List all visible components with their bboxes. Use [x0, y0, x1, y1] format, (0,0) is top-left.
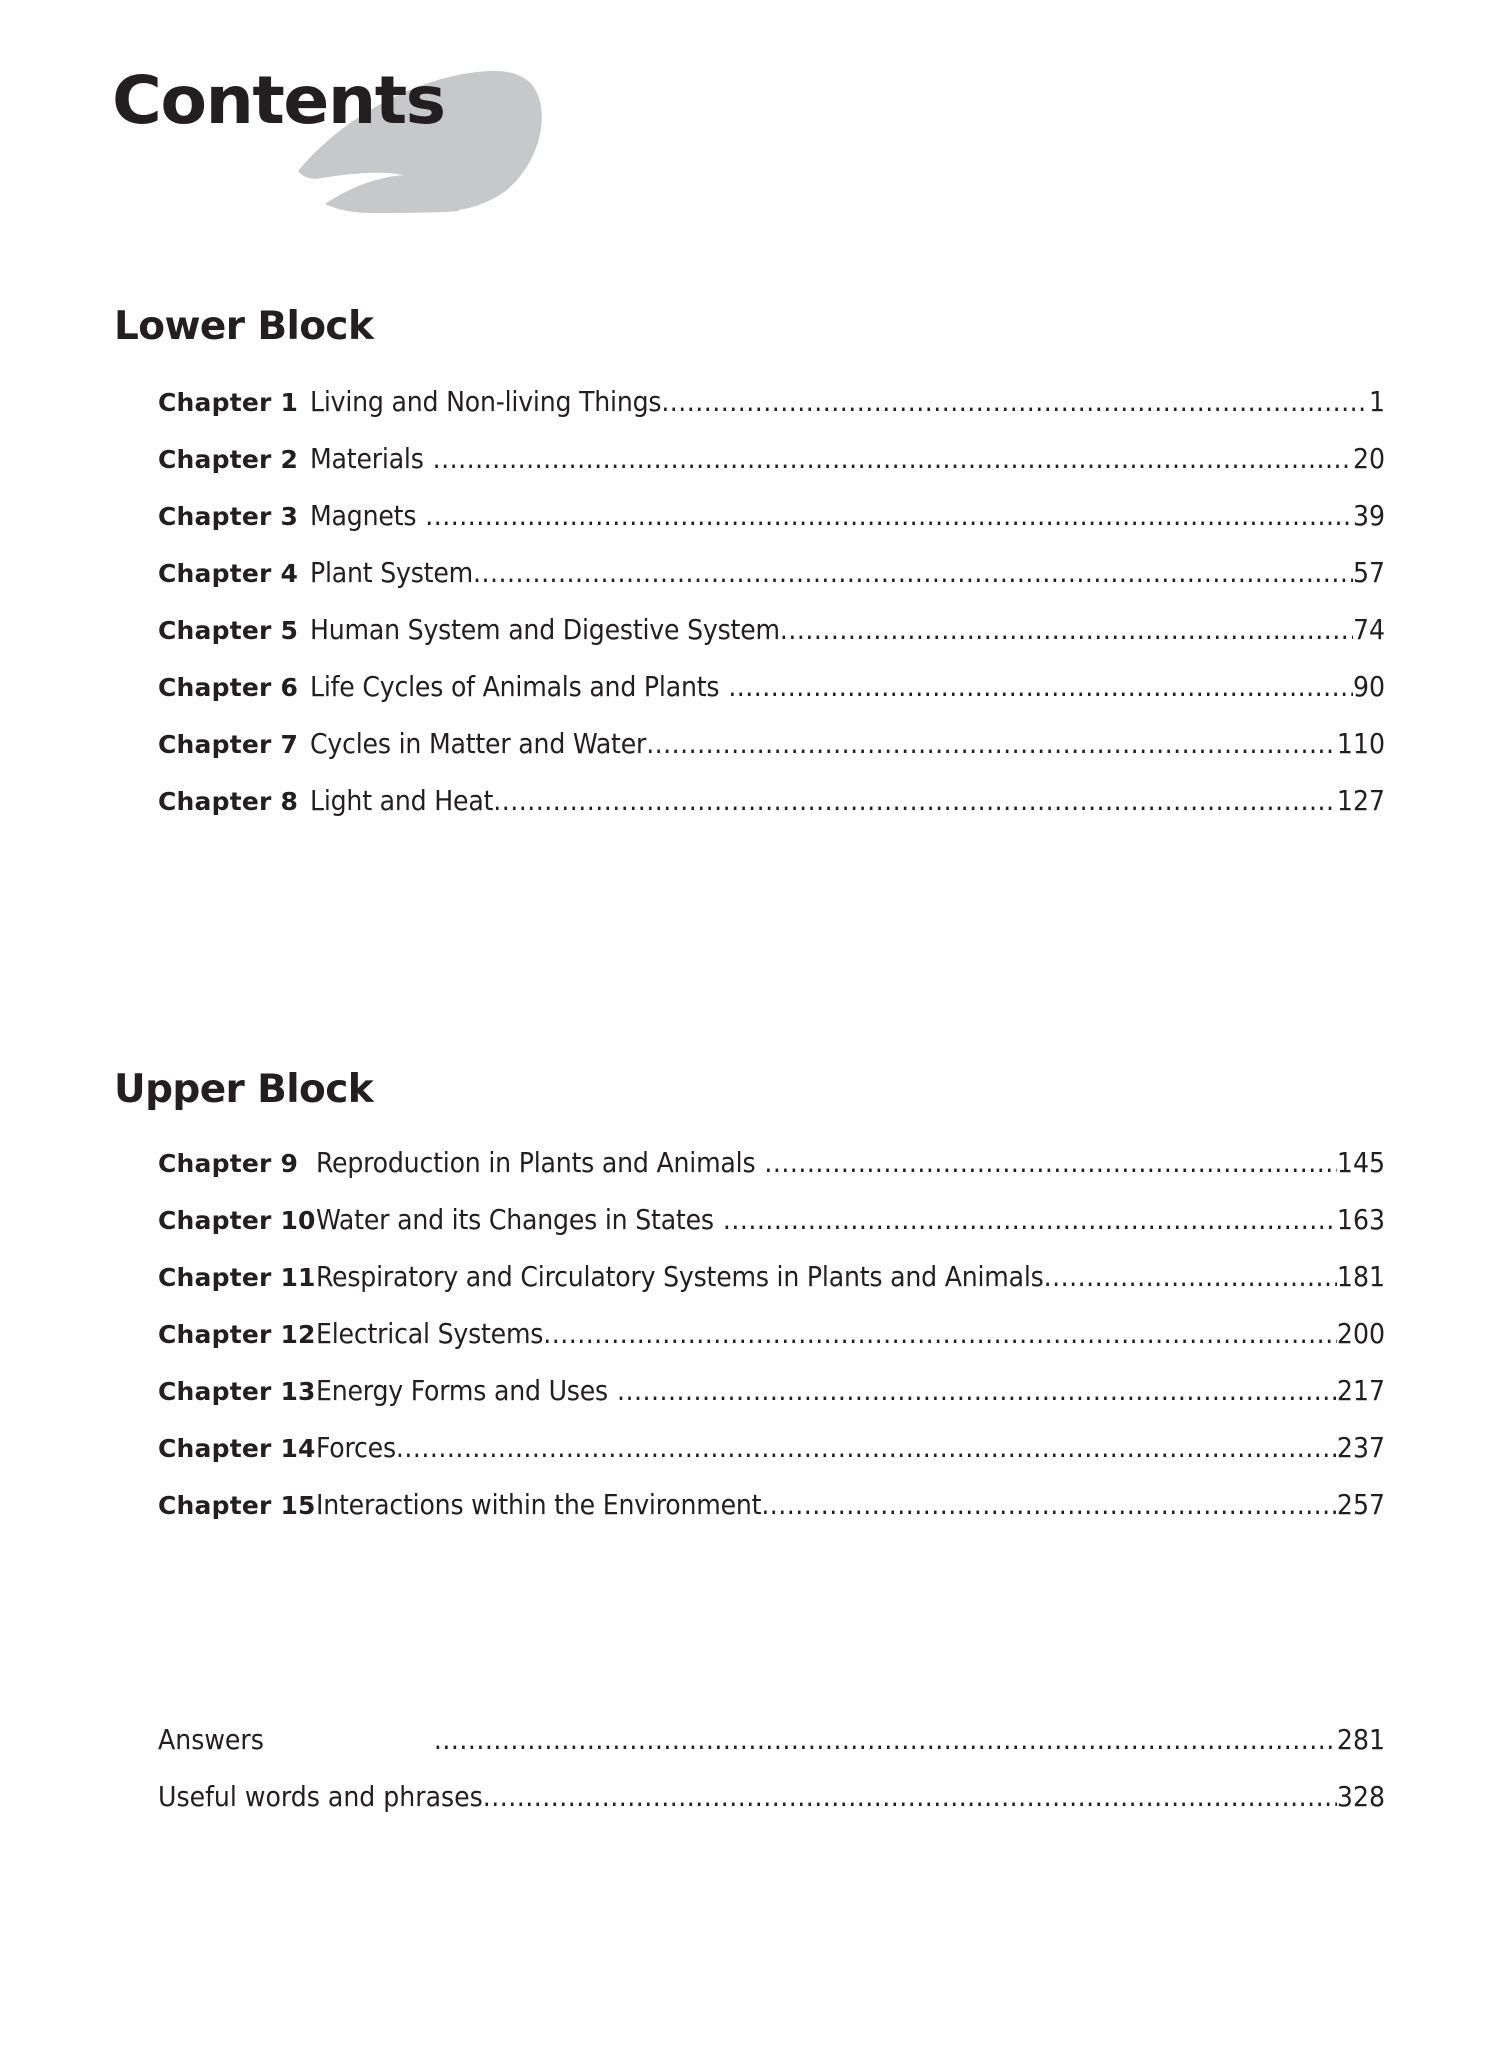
chapter-label: Chapter 11	[158, 1263, 316, 1292]
chapter-label: Chapter 6	[158, 673, 299, 702]
dot-leader	[1044, 1260, 1337, 1293]
chapter-label: Chapter 7	[158, 730, 299, 759]
toc-entry[interactable]	[0, 1374, 1497, 1431]
chapter-title: Living and Non-living Things	[310, 385, 662, 418]
page-header	[112, 62, 1382, 227]
page-number: 127	[1336, 784, 1385, 817]
page-number: 181	[1336, 1260, 1385, 1293]
toc-entry[interactable]	[0, 784, 1497, 841]
chapter-label: Chapter 10	[158, 1206, 316, 1235]
toc-entry[interactable]	[0, 1317, 1497, 1374]
dot-leader	[483, 1780, 1337, 1813]
page-number: 74	[1352, 613, 1385, 646]
chapter-label: Chapter 14	[158, 1434, 316, 1463]
back-matter-entry[interactable]	[0, 1723, 1497, 1780]
dot-leader	[728, 670, 1353, 703]
section-heading-upper-block: Upper Block	[114, 1067, 374, 1112]
page-number: 163	[1336, 1203, 1385, 1236]
dot-leader	[433, 442, 1353, 475]
chapter-label: Chapter 13	[158, 1377, 316, 1406]
dot-leader	[473, 556, 1353, 589]
chapter-label: Chapter 12	[158, 1320, 316, 1349]
page-title: Contents	[112, 62, 445, 139]
toc-entry[interactable]	[0, 499, 1497, 556]
page-number: 57	[1352, 556, 1385, 589]
page-number: 39	[1352, 499, 1385, 532]
toc-list-upper-block	[0, 1146, 1497, 1545]
back-matter-title: Useful words and phrases	[158, 1780, 483, 1813]
toc-entry[interactable]	[0, 1260, 1497, 1317]
page-number: 257	[1336, 1488, 1385, 1521]
chapter-label: Chapter 5	[158, 616, 299, 645]
page-number: 110	[1336, 727, 1385, 760]
dot-leader	[780, 613, 1353, 646]
dot-leader	[434, 1723, 1337, 1756]
back-matter-title: Answers	[158, 1723, 264, 1756]
chapter-label: Chapter 15	[158, 1491, 316, 1520]
section-heading-lower-block: Lower Block	[114, 304, 374, 349]
dot-leader	[723, 1203, 1337, 1236]
page-number: 145	[1336, 1146, 1385, 1179]
page-number: 1	[1368, 385, 1385, 418]
toc-list-lower-block	[0, 385, 1497, 841]
page-number: 90	[1352, 670, 1385, 703]
page-number: 217	[1336, 1374, 1385, 1407]
page-number: 281	[1336, 1723, 1385, 1756]
chapter-title: Materials	[310, 442, 424, 475]
toc-entry[interactable]	[0, 670, 1497, 727]
toc-list-back-matter	[0, 1723, 1497, 1837]
dot-leader	[661, 385, 1369, 418]
dot-leader	[396, 1431, 1337, 1464]
back-matter-entry[interactable]	[0, 1780, 1497, 1837]
chapter-title: Life Cycles of Animals and Plants	[310, 670, 720, 703]
page-number: 237	[1336, 1431, 1385, 1464]
chapter-title: Electrical Systems	[316, 1317, 544, 1350]
toc-entry[interactable]	[0, 385, 1497, 442]
chapter-label: Chapter 2	[158, 445, 299, 474]
toc-entry[interactable]	[0, 442, 1497, 499]
chapter-title: Forces	[316, 1431, 396, 1464]
dot-leader	[425, 499, 1353, 532]
chapter-title: Energy Forms and Uses	[316, 1374, 608, 1407]
dot-leader	[617, 1374, 1337, 1407]
chapter-title: Magnets	[310, 499, 417, 532]
toc-entry[interactable]	[0, 727, 1497, 784]
chapter-title: Plant System	[310, 556, 474, 589]
chapter-title: Light and Heat	[310, 784, 494, 817]
chapter-label: Chapter 3	[158, 502, 299, 531]
chapter-title: Interactions within the Environment	[316, 1488, 762, 1521]
chapter-label: Chapter 4	[158, 559, 299, 588]
dot-leader	[493, 784, 1337, 817]
dot-leader	[543, 1317, 1337, 1350]
chapter-title: Respiratory and Circulatory Systems in Plants and Animals	[316, 1260, 1044, 1293]
chapter-title: Cycles in Matter and Water	[310, 727, 647, 760]
page-number: 200	[1336, 1317, 1385, 1350]
toc-entry[interactable]	[0, 613, 1497, 670]
dot-leader	[761, 1488, 1337, 1521]
toc-entry[interactable]	[0, 1488, 1497, 1545]
toc-entry[interactable]	[0, 1146, 1497, 1203]
toc-entry[interactable]	[0, 1431, 1497, 1488]
dot-leader	[646, 727, 1337, 760]
chapter-title: Reproduction in Plants and Animals	[316, 1146, 756, 1179]
chapter-title: Human System and Digestive System	[310, 613, 780, 646]
dot-leader	[764, 1146, 1337, 1179]
page-number: 20	[1352, 442, 1385, 475]
chapter-label: Chapter 1	[158, 388, 299, 417]
chapter-title: Water and its Changes in States	[316, 1203, 714, 1236]
toc-entry[interactable]	[0, 1203, 1497, 1260]
page-number: 328	[1336, 1780, 1385, 1813]
toc-entry[interactable]	[0, 556, 1497, 613]
chapter-label: Chapter 9	[158, 1149, 299, 1178]
chapter-label: Chapter 8	[158, 787, 299, 816]
